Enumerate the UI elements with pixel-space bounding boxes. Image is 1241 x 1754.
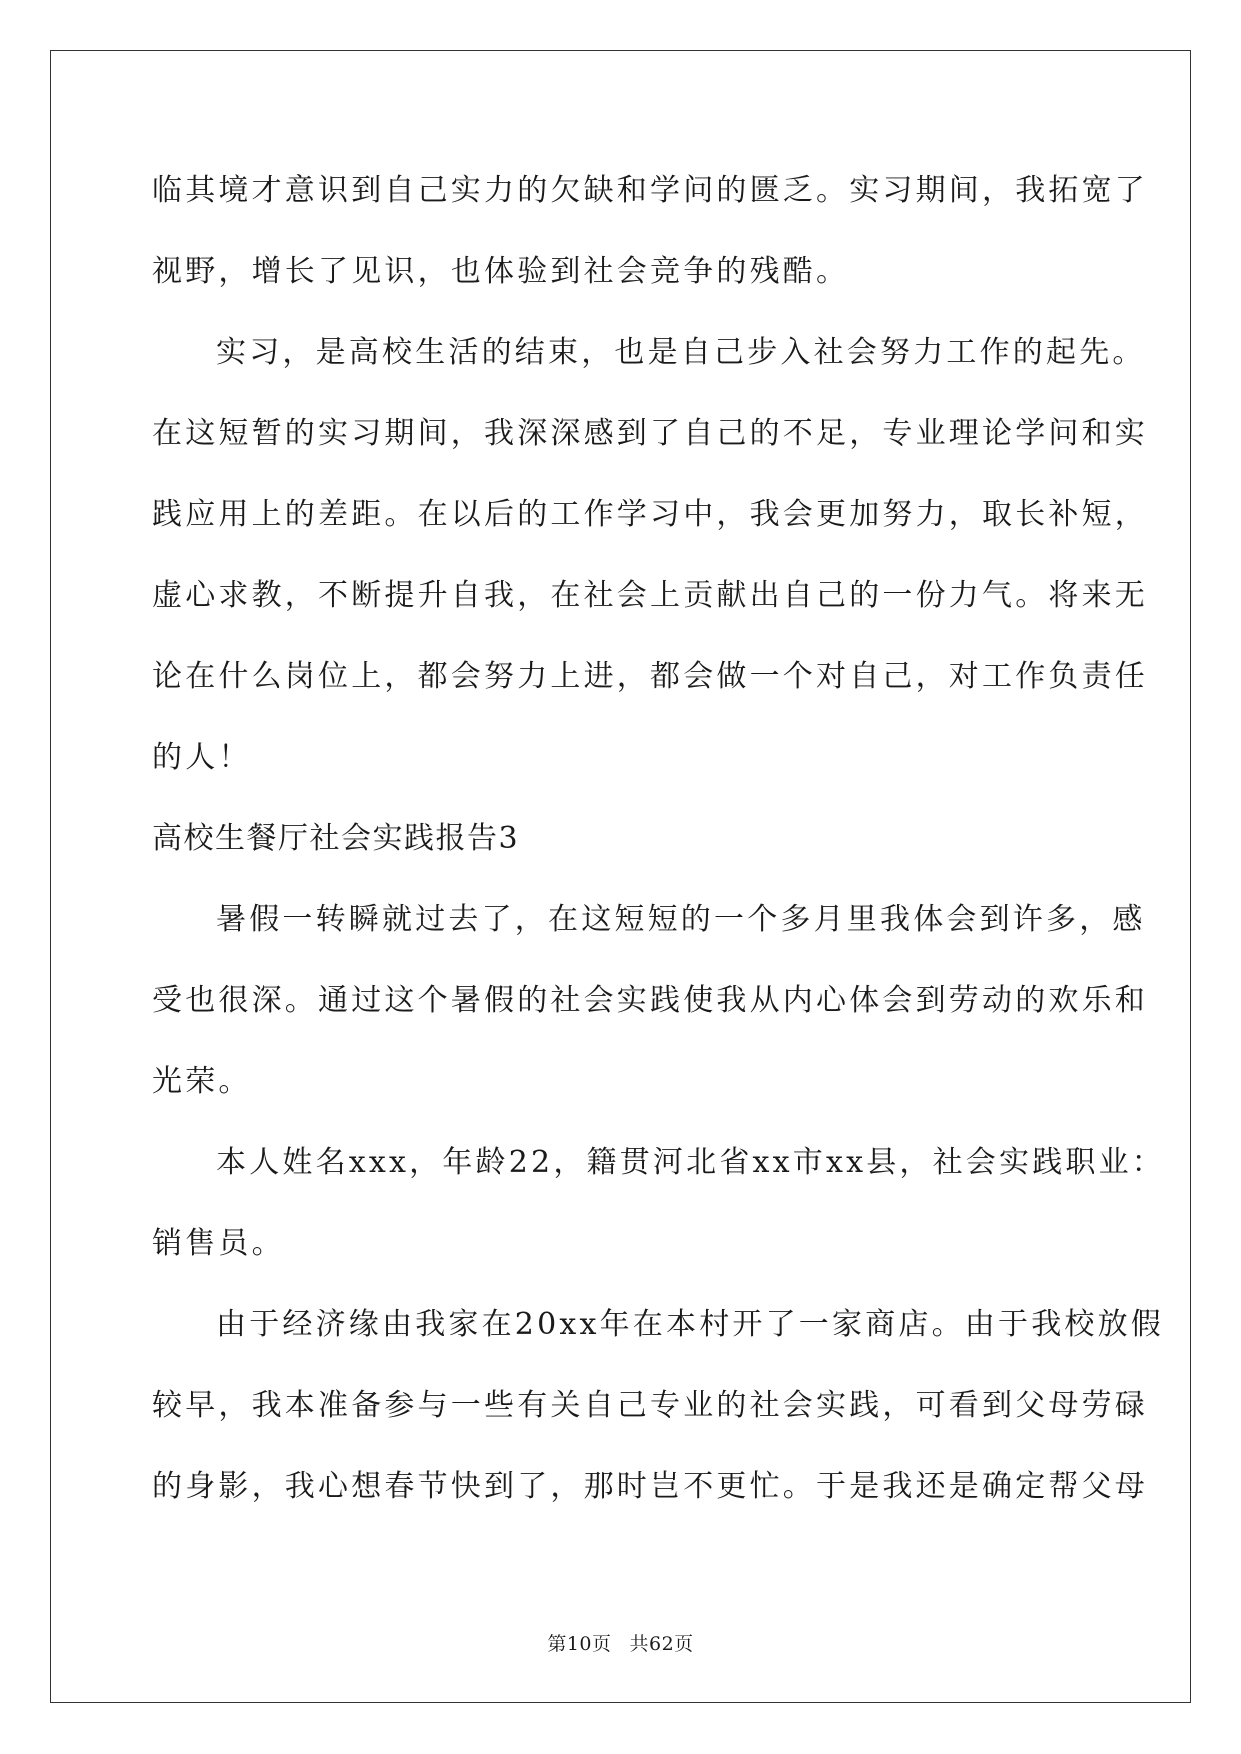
paragraph-line: 暑假一转瞬就过去了，在这短短的一个多月里我体会到许多，感 — [216, 902, 1146, 937]
page-footer — [0, 1629, 1241, 1656]
paragraph-line: 由于经济缘由我家在20xx年在本村开了一家商店。由于我校放假 — [216, 1307, 1165, 1342]
paragraph-line: 在这短暂的实习期间，我深深感到了自己的不足，专业理论学问和实 — [152, 416, 1148, 451]
paragraph-line: 虚心求教，不断提升自我，在社会上贡献出自己的一份力气。将来无 — [152, 578, 1148, 613]
total-pages: 共62页 — [629, 1633, 694, 1655]
section-heading: 高校生餐厅社会实践报告3 — [152, 821, 520, 856]
paragraph-line: 光荣。 — [152, 1064, 252, 1099]
paragraph-line: 的身影，我心想春节快到了，那时岂不更忙。于是我还是确定帮父母 — [152, 1469, 1148, 1504]
page-number: 第10页 — [547, 1633, 612, 1655]
paragraph-line: 受也很深。通过这个暑假的社会实践使我从内心体会到劳动的欢乐和 — [152, 983, 1148, 1018]
paragraph-line: 销售员。 — [152, 1226, 285, 1261]
paragraph-line: 实习，是高校生活的结束，也是自己步入社会努力工作的起先。 — [216, 335, 1146, 370]
paragraph-line: 论在什么岗位上，都会努力上进，都会做一个对自己，对工作负责任 — [152, 659, 1148, 694]
document-body — [152, 150, 1166, 1527]
paragraph-line: 的人！ — [152, 740, 252, 775]
paragraph-line: 本人姓名xxx，年龄22，籍贯河北省xx市xx县，社会实践职业： — [216, 1145, 1166, 1180]
paragraph-line: 视野，增长了见识，也体验到社会竞争的残酷。 — [152, 254, 850, 289]
paragraph-line: 临其境才意识到自己实力的欠缺和学问的匮乏。实习期间，我拓宽了 — [152, 173, 1148, 208]
paragraph-line: 践应用上的差距。在以后的工作学习中，我会更加努力，取长补短， — [152, 497, 1148, 532]
paragraph-line: 较早，我本准备参与一些有关自己专业的社会实践，可看到父母劳碌 — [152, 1388, 1148, 1423]
